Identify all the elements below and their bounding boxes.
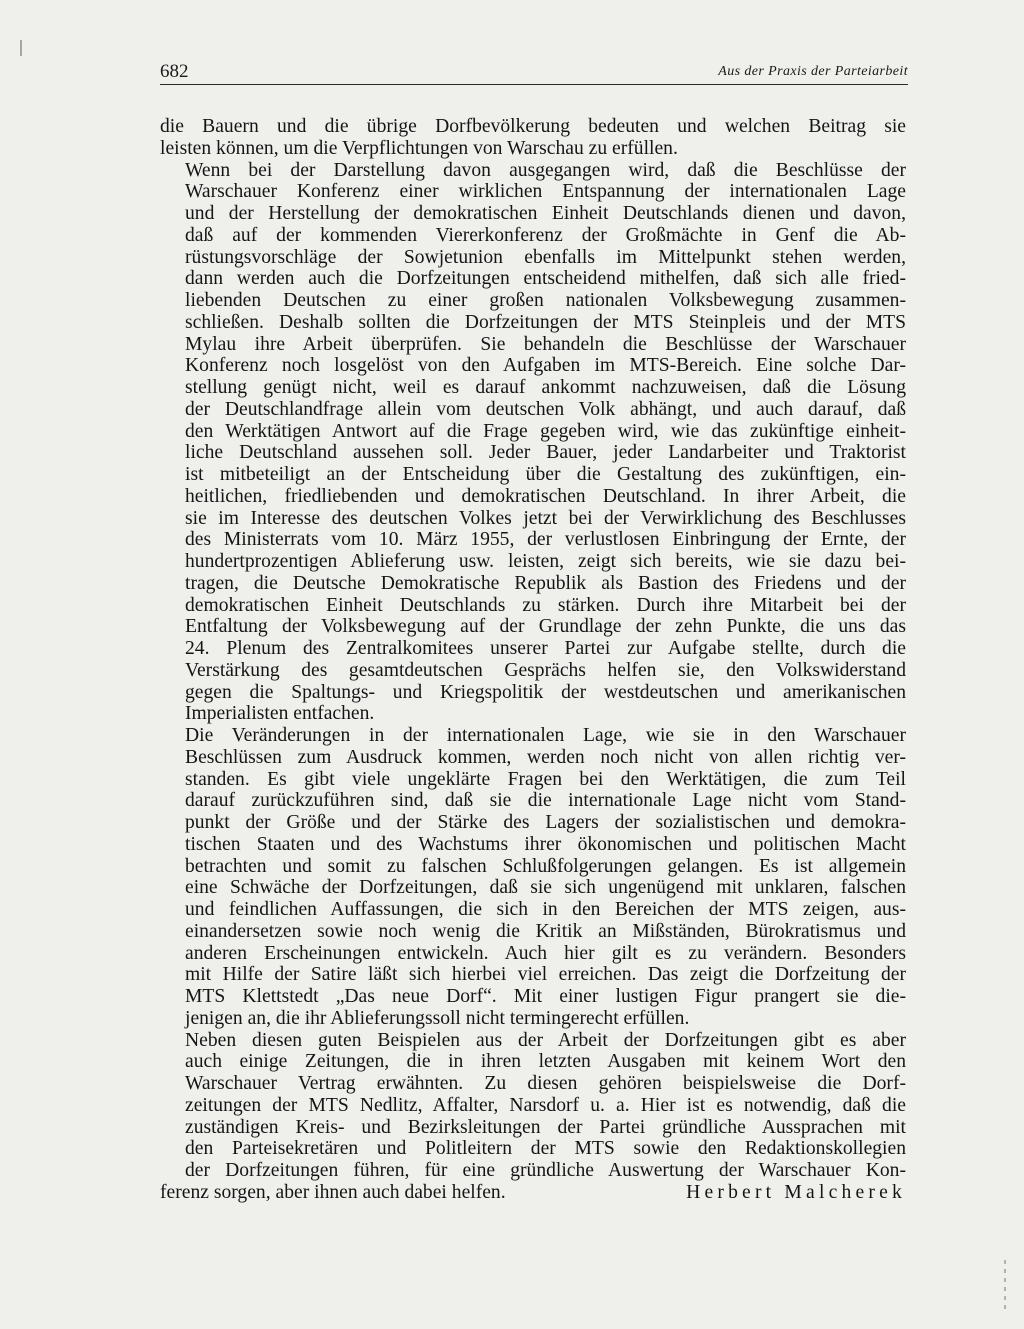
text-line: und der Herstellung der demokratischen Einheit Deutschlands dienen und davon, (185, 203, 906, 224)
text-line: 24. Plenum des Zentralkomitees unserer Partei zur Aufgabe stellte, durch die (185, 638, 906, 659)
text-line: sie im Interesse des deutschen Volkes jetzt bei der Verwirklichung des Beschlusses (185, 507, 906, 529)
text-line: Verstärkung des gesamtdeutschen Gesprächs helfen sie, den Volkswiderstand (185, 659, 906, 681)
text-line: einandersetzen sowie noch wenig die Kritik an Mißständen, Bürokratismus und (185, 920, 906, 942)
scan-margin-mark (20, 40, 22, 56)
text-line: Warschauer Vertrag erwähnten. Zu diesen gehören beispielsweise die Dorf- (185, 1073, 906, 1094)
text-line: schließen. Deshalb sollten die Dorfzeitungen der MTS Steinpleis und der MTS (185, 311, 906, 333)
scan-edge-mark (1004, 1260, 1006, 1312)
text-line: auch einige Zeitungen, die in ihren letzten Ausgaben mit keinem Wort den (185, 1051, 906, 1073)
text-line: leisten können, um die Verpflichtungen von Warschau zu erfüllen. (160, 137, 678, 159)
paragraph-1 (160, 116, 906, 160)
article-body (160, 116, 906, 1204)
text-line: heitlichen, friedliebenden und demokratischen Deutschland. In ihrer Arbeit, die (185, 485, 906, 507)
text-line: stellung genügt nicht, weil es darauf ankommt nachzuweisen, daß die Lösung (185, 377, 906, 398)
text-line: Neben diesen guten Beispielen aus der Arbeit der Dorfzeitungen gibt es aber (185, 1029, 906, 1051)
text-line: punkt der Größe und der Stärke des Lagers der sozialistischen und demokra- (185, 812, 906, 833)
text-line: standen. Es gibt viele ungeklärte Fragen bei den Werktätigen, die zum Teil (185, 768, 906, 790)
text-line: Entfaltung der Volksbewegung auf der Grundlage der zehn Punkte, die uns das (185, 616, 906, 638)
text-line: Mylau ihre Arbeit überprüfen. Sie behandeln die Beschlüsse der Warschauer (185, 333, 906, 355)
text-line: den Parteisekretären und Politleitern der MTS sowie den Redaktionskollegien (185, 1138, 906, 1160)
paragraph-3 (160, 725, 906, 1030)
text-line: Beschlüssen zum Ausdruck kommen, werden noch nicht von allen richtig ver- (185, 746, 906, 768)
text-line: tragen, die Deutsche Demokratische Republik als Bastion des Friedens und der (185, 572, 906, 594)
paragraph-2 (160, 160, 906, 726)
text-line: den Werktätigen Antwort auf die Frage gegeben wird, wie das zukünftige einheit- (185, 420, 906, 442)
page-number: 682 (160, 61, 189, 82)
text-line: hundertprozentigen Ablieferung usw. leisten, zeigt sich bereits, wie sie dazu bei- (185, 551, 906, 572)
text-line: Imperialisten entfachen. (185, 703, 375, 725)
text-line: betrachten und somit zu falschen Schlußfolgerungen gelangen. Es ist allgemein (185, 855, 906, 877)
text-line: mit Hilfe der Satire läßt sich hierbei viel erreichen. Das zeigt die Dorfzeitung der (185, 964, 906, 986)
text-line: Warschauer Konferenz einer wirklichen Entspannung der internationalen Lage (185, 181, 906, 203)
text-line: MTS Klettstedt „Das neue Dorf“. Mit einer lustigen Figur prangert sie die- (185, 986, 906, 1007)
text-line: ist mitbeteiligt an der Entscheidung über die Gestaltung des zukünftigen, ein- (185, 464, 906, 485)
text-line: gegen die Spaltungs- und Kriegspolitik der westdeutschen und amerikanischen (185, 681, 906, 703)
running-head: Aus der Praxis der Parteiarbeit (718, 64, 908, 79)
text-line: anderen Erscheinungen entwickeln. Auch hier gilt es zu verändern. Besonders (185, 942, 906, 964)
text-line: ferenz sorgen, aber ihnen auch dabei helfen. (160, 1181, 506, 1203)
text-line: zuständigen Kreis- und Bezirksleitungen der Partei gründliche Aussprachen mit (185, 1116, 906, 1138)
text-line: liebenden Deutschen zu einer großen nationalen Volksbewegung zusammen- (185, 290, 906, 311)
text-line: liche Deutschland aussehen soll. Jeder Bauer, jeder Landarbeiter und Traktorist (185, 442, 906, 464)
text-line: eine Schwäche der Dorfzeitungen, daß sie sich ungenügend mit unklaren, falschen (185, 877, 906, 899)
text-line: der Deutschlandfrage allein vom deutschen Volk abhängt, und auch darauf, daß (185, 398, 906, 420)
text-line: demokratischen Einheit Deutschlands zu stärken. Durch ihre Mitarbeit bei der (185, 594, 906, 616)
text-line: tischen Staaten und des Wachstums ihrer ökonomischen und politischen Macht (185, 833, 906, 855)
text-line: des Ministerrats vom 10. März 1955, der verlustlosen Einbringung der Ernte, der (185, 529, 906, 551)
text-line: die Bauern und die übrige Dorfbevölkerung bedeuten und welchen Beitrag sie (160, 116, 906, 137)
text-line: Wenn bei der Darstellung davon ausgegangen wird, daß die Beschlüsse der (185, 159, 906, 181)
author-signature: Herbert Malcherek (686, 1181, 906, 1203)
closing-line (160, 1182, 906, 1204)
text-line: Die Veränderungen in der internationalen Lage, wie sie in den Warschauer (185, 725, 906, 746)
text-line: rüstungsvorschläge der Sowjetunion ebenfalls im Mittelpunkt stehen werden, (185, 246, 906, 268)
text-line: Konferenz noch losgelöst von den Aufgaben im MTS-Bereich. Eine solche Dar- (185, 355, 906, 377)
page-header (160, 60, 908, 85)
text-line: jenigen an, die ihr Ablieferungssoll nicht termingerecht erfüllen. (185, 1007, 690, 1029)
paragraph-4 (160, 1030, 906, 1204)
text-line: zeitungen der MTS Nedlitz, Affalter, Narsdorf u. a. Hier ist es notwendig, daß die (185, 1094, 906, 1116)
text-line: und feindlichen Auffassungen, die sich in den Bereichen der MTS zeigen, aus- (185, 899, 906, 920)
text-line: der Dorfzeitungen führen, für eine gründliche Auswertung der Warschauer Kon- (185, 1160, 906, 1181)
text-line: dann werden auch die Dorfzeitungen entscheidend mithelfen, daß sich alle fried- (185, 268, 906, 290)
text-line: daß auf der kommenden Viererkonferenz der Großmächte in Genf die Ab- (185, 224, 906, 246)
text-line: darauf zurückzuführen sind, daß sie die internationale Lage nicht vom Stand- (185, 790, 906, 812)
